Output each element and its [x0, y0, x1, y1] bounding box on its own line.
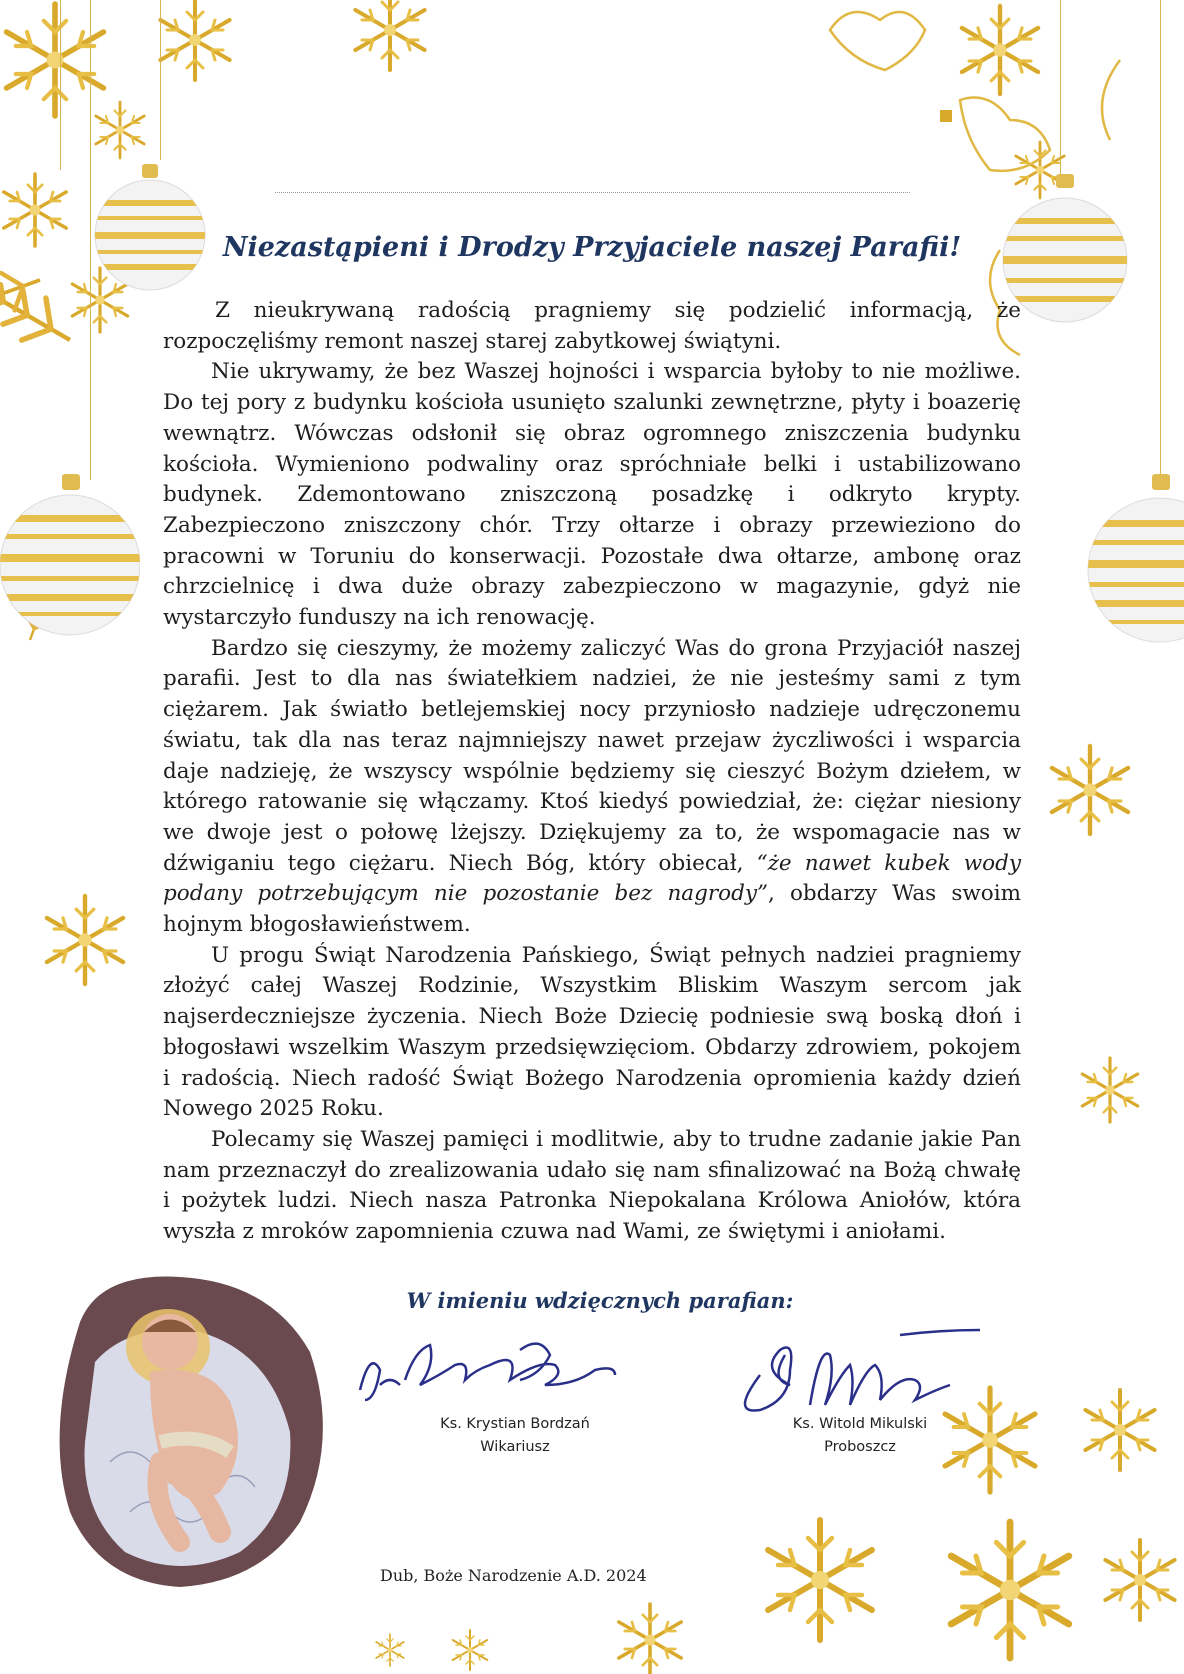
signature-mikulski [720, 1315, 1020, 1425]
scripture-quote: “że nawet kubek wody podany potrzebującym nie pozostanie bez nagrody” [163, 850, 1021, 907]
signatory-name: Ks. Witold Mikulski [792, 1416, 928, 1432]
bauble-string [1060, 0, 1061, 180]
signatory-vicar [385, 1413, 645, 1459]
paragraph-3-part-2: , obdarzy Was swoim hojnym błogosławieństwem. [163, 881, 1021, 938]
signature-bordzan [350, 1330, 630, 1420]
signatory-name: Ks. Krystian Bordzań [440, 1416, 590, 1432]
paragraph-3 [163, 634, 1021, 941]
letter-title: Niezastąpieni i Drodzy Przyjaciele naszej Parafii! [222, 232, 962, 263]
paragraph-5: Polecamy się Waszej pamięci i modlitwie, aby to trudne zadanie jakie Pan nam przeznaczył do zrealizowania udało się nam sfinalizować na Bożą chwałę i pożytek ludzi. Niech nasza Patronka Niepokalana Królowa Aniołów, która wyszła z mroków zapomnienia czuwa nad Wami, ze świętymi i aniołami. [163, 1126, 1021, 1245]
date-place-line: Dub, Boże Narodzenie A.D. 2024 [380, 1566, 647, 1585]
infant-jesus-figure [40, 1262, 340, 1592]
signatory-parish-priest [730, 1413, 990, 1459]
paragraph-4: U progu Świąt Narodzenia Pańskiego, Świąt pełnych nadziei pragniemy złożyć całej Waszej Rodzinie, Wszystkim Bliskim Waszym sercom jak najserdeczniejsze życzenia. Niech Boże Dziecię podniesie swą boską dłoń i błogosławi wszelkim Waszym przedsięwzięciom. Obdarzy zdrowiem, pokojem i radością. Niech radość Świąt Bożego Narodzenia opromienia każdy dzień Nowego 2025 Roku. [163, 942, 1021, 1122]
christmas-bauble-icon [1060, 470, 1184, 650]
signatory-role: Proboszcz [824, 1439, 896, 1455]
top-dotted-rule [275, 192, 910, 193]
christmas-bauble-icon [90, 160, 210, 300]
paragraph-1: Z nieukrywaną radością pragniemy się podzielić informacją, że rozpoczęliśmy remont naszej starej zabytkowej świątyni. [163, 298, 1021, 354]
signoff-line: W imieniu wdzięcznych parafian: [406, 1288, 794, 1313]
bauble-string [60, 0, 61, 170]
christmas-bauble-icon [0, 470, 140, 640]
paragraph-3-part-1: Bardzo się cieszymy, że możemy zaliczyć Was do grona Przyjaciół naszej parafii. Jest to dla nas światełkiem nadziei, że nie jesteśmy sami z tym ciężarem. Jak światło betlejemskiej nocy przyniosło nadzieje udręczonemu światu, tak dla nas teraz najmniejszy nawet przejaw życzliwości i wsparcia daje nadzieję, że wszyscy wspólnie będziemy się cieszyć Bożym dziełem, w którego ratowanie się włączamy. Ktoś kiedyś powiedział, że: ciężar niesiony we dwoje jest o połowę lżejszy. Dziękujemy za to, że wspomagacie nas w dźwiganiu tego ciężaru. Niech Bóg, który obiecał, [163, 635, 1021, 876]
bauble-string [1160, 0, 1161, 480]
letter-body [163, 296, 1021, 1248]
bauble-string [160, 0, 161, 160]
signatory-role: Wikariusz [480, 1439, 550, 1455]
paragraph-2: Nie ukrywamy, że bez Waszej hojności i wsparcia byłoby to nie możliwe. Do tej pory z budynku kościoła usunięto szalunki zewnętrzne, płyty i boazerię wewnątrz. Wówczas odsłonił się obraz ogromnego zniszczenia budynku kościoła. Wymieniono podwaliny oraz spróchniałe belki i ustabilizowano budynek. Zdemontowano zniszczoną posadzkę i odkryto krypty. Zabezpieczono zniszczony chór. Trzy ołtarze i obrazy przewieziono do pracowni w Toruniu do konserwacji. Pozostałe dwa ołtarze, ambonę oraz chrzcielnicę i dwa duże obrazy zabezpieczono w magazynie, gdyż nie wystarczyło funduszy na ich renowację. [163, 359, 1021, 631]
